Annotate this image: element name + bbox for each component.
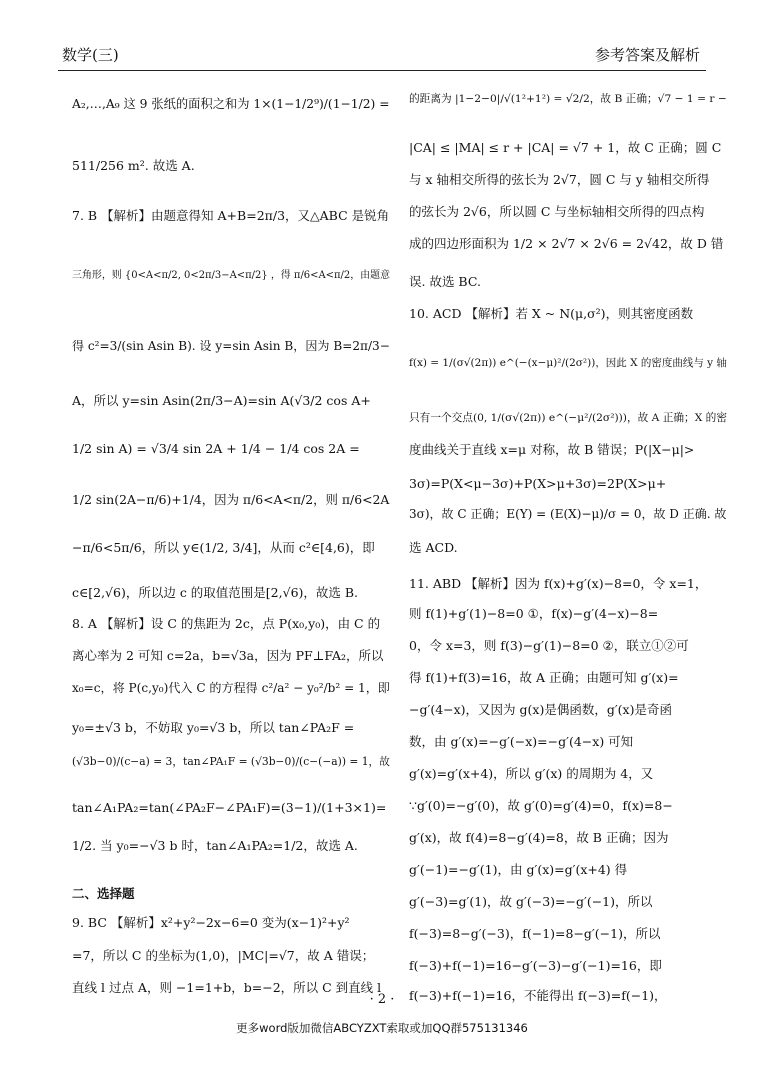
text-line: x₀=c，将 P(c,y₀)代入 C 的方程得 c²/a² − y₀²/b² = 1，即 (72, 681, 390, 695)
text-line: 度曲线关于直线 x=μ 对称，故 B 错误；P(|X−μ|> (409, 442, 695, 457)
text-line: 3σ)，故 C 正确；E(Y) = (E(X)−μ)/σ = 0，故 D 正确. 故 (409, 507, 727, 521)
section-title: 参考答案及解析 (594, 46, 700, 64)
text-line: 则 f(1)+g′(1)−8=0 ①，f(x)−g′(4−x)−8= (409, 606, 659, 621)
text-line: 1/2. 当 y₀=−√3 b 时，tan∠A₁PA₂=1/2，故选 A. (72, 838, 358, 853)
text-line: g′(−3)=g′(1)，故 g′(−3)=−g′(−1)，所以 (409, 894, 653, 909)
text-line: 只有一个交点(0, 1/(σ√(2π)) e^(−μ²/(2σ²)))，故 A 正确；X 的密 (409, 411, 727, 424)
text-line: 1/2 sin A) = √3/4 sin 2A + 1/4 − 1/4 cos 2A = (72, 441, 360, 456)
text-line: −g′(4−x)，又因为 g(x)是偶函数，g′(x)是奇函 (409, 702, 672, 717)
text-line: 3σ)=P(X<μ−3σ)+P(X>μ+3σ)=2P(X>μ+ (409, 476, 667, 491)
footer-note: 更多word版加微信ABCYZXT索取或加QQ群575131346 (236, 1021, 528, 1035)
text-line: (√3b−0)/(c−a) = 3，tan∠PA₁F = (√3b−0)/(c−(−a)) = 1，故 (72, 755, 390, 768)
text-line: 直线 l 过点 A，则 −1=1+b，b=−2，所以 C 到直线 l (72, 980, 382, 995)
section-heading: 二、选择题 (72, 886, 135, 901)
header-rule (58, 70, 706, 71)
text-line: f(x) = 1/(σ√(2π)) e^(−(x−μ)²/(2σ²))，因此 X 的密度曲线与 y 轴 (409, 357, 727, 369)
text-line: |CA| ≤ |MA| ≤ r + |CA| = √7 + 1，故 C 正确；圆 C (409, 140, 722, 155)
text-line: 1/2 sin(2A−π/6)+1/4，因为 π/6<A<π/2，则 π/6<2A (72, 492, 390, 507)
text-line: 得 f(1)+f(3)=16，故 A 正确；由题可知 g′(x)= (409, 670, 679, 685)
text-line: =7，所以 C 的坐标为(1,0)，|MC|=√7，故 A 错误； (72, 948, 375, 963)
text-line: 得 c²=3/(sin Asin B). 设 y=sin Asin B，因为 B=2π/3− (72, 339, 390, 353)
text-line: 选 ACD. (409, 540, 458, 555)
text-line: f(−3)+f(−1)=16−g′(−3)−g′(−1)=16，即 (409, 958, 662, 973)
text-line: 离心率为 2 可知 c=2a，b=√3a，因为 PF⊥FA₂，所以 (72, 648, 384, 663)
text-line: 误. 故选 BC. (409, 274, 481, 289)
text-line: g′(−1)=−g′(1)，由 g′(x)=g′(x+4) 得 (409, 862, 628, 877)
text-line: 成的四边形面积为 1/2 × 2√7 × 2√6 = 2√42，故 D 错 (409, 236, 724, 251)
text-line: 8. A 【解析】设 C 的焦距为 2c，点 P(x₀,y₀)，由 C 的 (72, 616, 381, 631)
text-line: y₀=±√3 b，不妨取 y₀=√3 b，所以 tan∠PA₂F = (72, 720, 355, 735)
subject-title: 数学(三) (62, 46, 119, 64)
text-line: 10. ACD 【解析】若 X ~ N(μ,σ²)，则其密度函数 (409, 306, 694, 321)
text-line: f(−3)+f(−1)=16，不能得出 f(−3)=f(−1)， (409, 988, 667, 1003)
text-line: 7. B 【解析】由题意得知 A+B=2π/3，又△ABC 是锐角 (72, 208, 390, 223)
text-line: g′(x)，故 f(4)=8−g′(4)=8，故 B 正确；因为 (409, 830, 669, 845)
text-line: f(−3)=8−g′(−3)，f(−1)=8−g′(−1)，所以 (409, 926, 661, 941)
text-line: ∵g′(0)=−g′(0)，故 g′(0)=g′(4)=0，f(x)=8− (409, 798, 673, 813)
text-line: c∈[2,√6)，所以边 c 的取值范围是[2,√6)，故选 B. (72, 585, 359, 600)
text-line: A，所以 y=sin Asin(2π/3−A)=sin A(√3/2 cos A+ (72, 393, 371, 408)
text-line: 与 x 轴相交所得的弦长为 2√7，圆 C 与 y 轴相交所得 (409, 172, 710, 187)
text-line: 0，令 x=3，则 f(3)−g′(1)−8=0 ②，联立①②可 (409, 638, 689, 653)
text-line: 数，由 g′(x)=−g′(−x)=−g′(4−x) 可知 (409, 734, 634, 749)
text-line: A₂,…,A₉ 这 9 张纸的面积之和为 1×(1−1/2⁹)/(1−1/2) = (72, 97, 390, 111)
text-line: 的弦长为 2√6，所以圆 C 与坐标轴相交所得的四点构 (409, 204, 705, 219)
text-line: g′(x)=g′(x+4)，所以 g′(x) 的周期为 4，又 (409, 766, 654, 781)
text-line: 9. BC 【解析】x²+y²−2x−6=0 变为(x−1)²+y² (72, 915, 350, 930)
page-number: · 2 · (369, 992, 395, 1007)
text-line: 11. ABD 【解析】因为 f(x)+g′(x)−8=0，令 x=1， (409, 576, 708, 591)
text-line: −π/6<5π/6，所以 y∈(1/2, 3/4]，从而 c²∈[4,6)，即 (72, 540, 375, 555)
text-line: tan∠A₁PA₂=tan(∠PA₂F−∠PA₁F)=(3−1)/(1+3×1)= (72, 800, 387, 815)
text-line: 三角形，则 {0<A<π/2, 0<2π/3−A<π/2} ，得 π/6<A<π/2，由题意 (72, 270, 391, 281)
text-line: 511/256 m². 故选 A. (72, 158, 195, 173)
text-line: 的距离为 |1−2−0|/√(1²+1²) = √2/2，故 B 正确；√7 − 1 = r − (409, 92, 727, 105)
